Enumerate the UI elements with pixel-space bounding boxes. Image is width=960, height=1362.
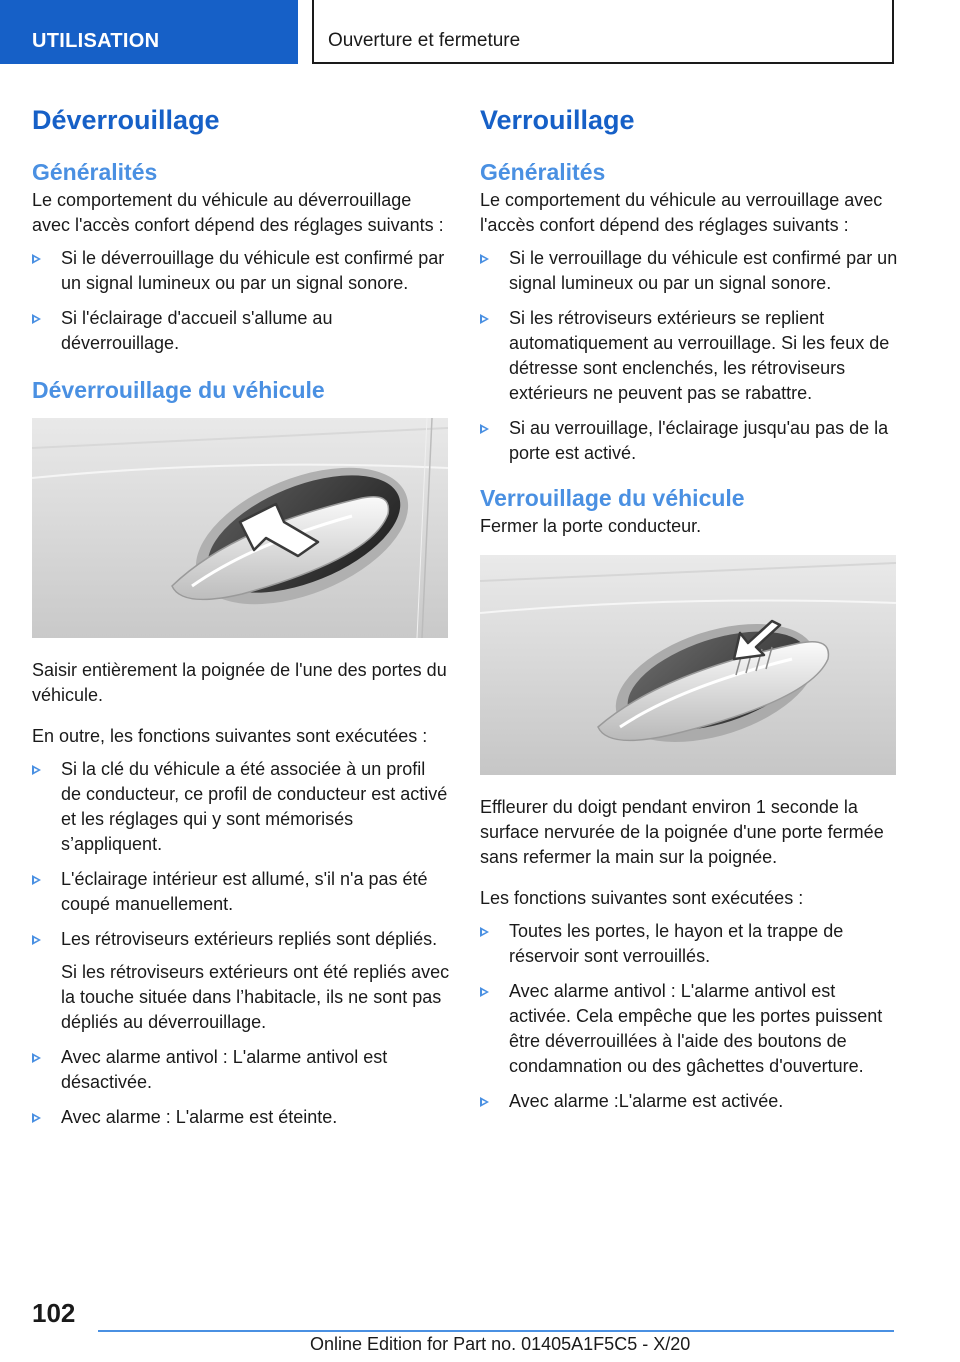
bullet-triangle-icon: [480, 254, 489, 264]
bullet-triangle-icon: [32, 254, 41, 264]
list-item: Si les rétroviseurs extérieurs se replient automatiquement au verrouillage. Si les feux de détresse sont enclenchés, les rétroviseurs extérieurs ne peuvent pas se rabattre.: [480, 306, 898, 406]
footer-edition: Online Edition for Part no. 01405A1F5C5 - X/20: [310, 1334, 691, 1354]
unlock-instruction: Saisir entièrement la poignée de l'une des portes du véhicule.: [32, 660, 447, 705]
bullet-triangle-icon: [480, 314, 489, 324]
bullet-triangle-icon: [32, 314, 41, 324]
list-item: Si l'éclairage d'accueil s'allume au déverrouillage.: [32, 306, 450, 356]
general-heading-unlock: Généralités: [32, 159, 158, 185]
list-item: Si le déverrouillage du véhicule est confirmé par un signal lumineux ou par un signal sonore.: [32, 246, 450, 296]
right-column: [480, 100, 898, 1124]
lock-vehicle-heading: Verrouillage du véhicule: [480, 485, 745, 511]
unlock-functions-intro: En outre, les fonctions suivantes sont exécutées :: [32, 726, 428, 746]
lock-intro: Fermer la porte conducteur.: [480, 516, 702, 536]
lock-functions-intro: Les fonctions suivantes sont exécutées :: [480, 888, 804, 908]
list-item: Avec alarme antivol : L'alarme antivol est activée. Cela empêche que les portes puissent être déverrouillées à l'aide des boutons de condamnation ou des gâchettes d'ouverture.: [480, 979, 898, 1079]
list-item: Avec alarme antivol : L'alarme antivol est désactivée.: [32, 1045, 450, 1095]
list-item: Les rétroviseurs extérieurs repliés sont dépliés. Si les rétroviseurs extérieurs ont été repliés avec la touche située dans l’habitacle, ils ne sont pas dépliés au déverrouillage.: [32, 927, 450, 1035]
footer-divider: [98, 1330, 894, 1332]
bullet-triangle-icon: [480, 424, 489, 434]
list-item: Toutes les portes, le hayon et la trappe de réservoir sont verrouillés.: [480, 919, 898, 969]
general-intro-unlock: Le comportement du véhicule au déverrouillage avec l'accès confort dépend des réglages suivants :: [32, 190, 444, 235]
bullet-triangle-icon: [32, 1053, 41, 1063]
general-list-unlock: [32, 246, 450, 356]
general-heading-lock: Généralités: [480, 159, 606, 185]
bullet-triangle-icon: [32, 875, 41, 885]
page-number: 102: [32, 1298, 76, 1328]
door-handle-unlock-illustration: [32, 418, 448, 638]
unlock-vehicle-heading: Déverrouillage du véhicule: [32, 377, 325, 403]
bullet-triangle-icon: [480, 1097, 489, 1107]
general-list-lock: [480, 246, 898, 466]
bullet-triangle-icon: [32, 765, 41, 775]
mirror-note: Si les rétroviseurs extérieurs ont été repliés avec la touche située dans l’habitacle, ils ne sont pas dépliés au déverrouillage.: [61, 962, 450, 1032]
header-section-tab: UTILISATION: [0, 0, 298, 64]
lock-instruction: Effleurer du doigt pendant environ 1 seconde la surface nervurée de la poignée d'une porte fermée sans refermer la main sur la poignée.: [480, 797, 884, 867]
bullet-triangle-icon: [32, 1113, 41, 1123]
list-item: Si le verrouillage du véhicule est confirmé par un signal lumineux ou par un signal sonore.: [480, 246, 898, 296]
left-column: [32, 100, 450, 1140]
door-handle-lock-illustration: [480, 555, 896, 775]
list-item: Avec alarme :L'alarme est activée.: [480, 1089, 898, 1114]
unlock-functions-list: [32, 757, 450, 1130]
section-title-unlocking: Déverrouillage: [32, 105, 220, 135]
bullet-triangle-icon: [32, 935, 41, 945]
header-chapter-title: Ouverture et fermeture: [312, 0, 894, 64]
lock-functions-list: [480, 919, 898, 1114]
general-intro-lock: Le comportement du véhicule au verrouillage avec l'accès confort dépend des réglages suivants :: [480, 190, 883, 235]
section-title-locking: Verrouillage: [480, 105, 635, 135]
list-item: Si au verrouillage, l'éclairage jusqu'au pas de la porte est activé.: [480, 416, 898, 466]
bullet-triangle-icon: [480, 927, 489, 937]
list-item: L'éclairage intérieur est allumé, s'il n'a pas été coupé manuellement.: [32, 867, 450, 917]
list-item: Avec alarme : L'alarme est éteinte.: [32, 1105, 450, 1130]
list-item: Si la clé du véhicule a été associée à un profil de conducteur, ce profil de conducteur est activé et les réglages qui y sont mémorisés s’appliquent.: [32, 757, 450, 857]
bullet-triangle-icon: [480, 987, 489, 997]
